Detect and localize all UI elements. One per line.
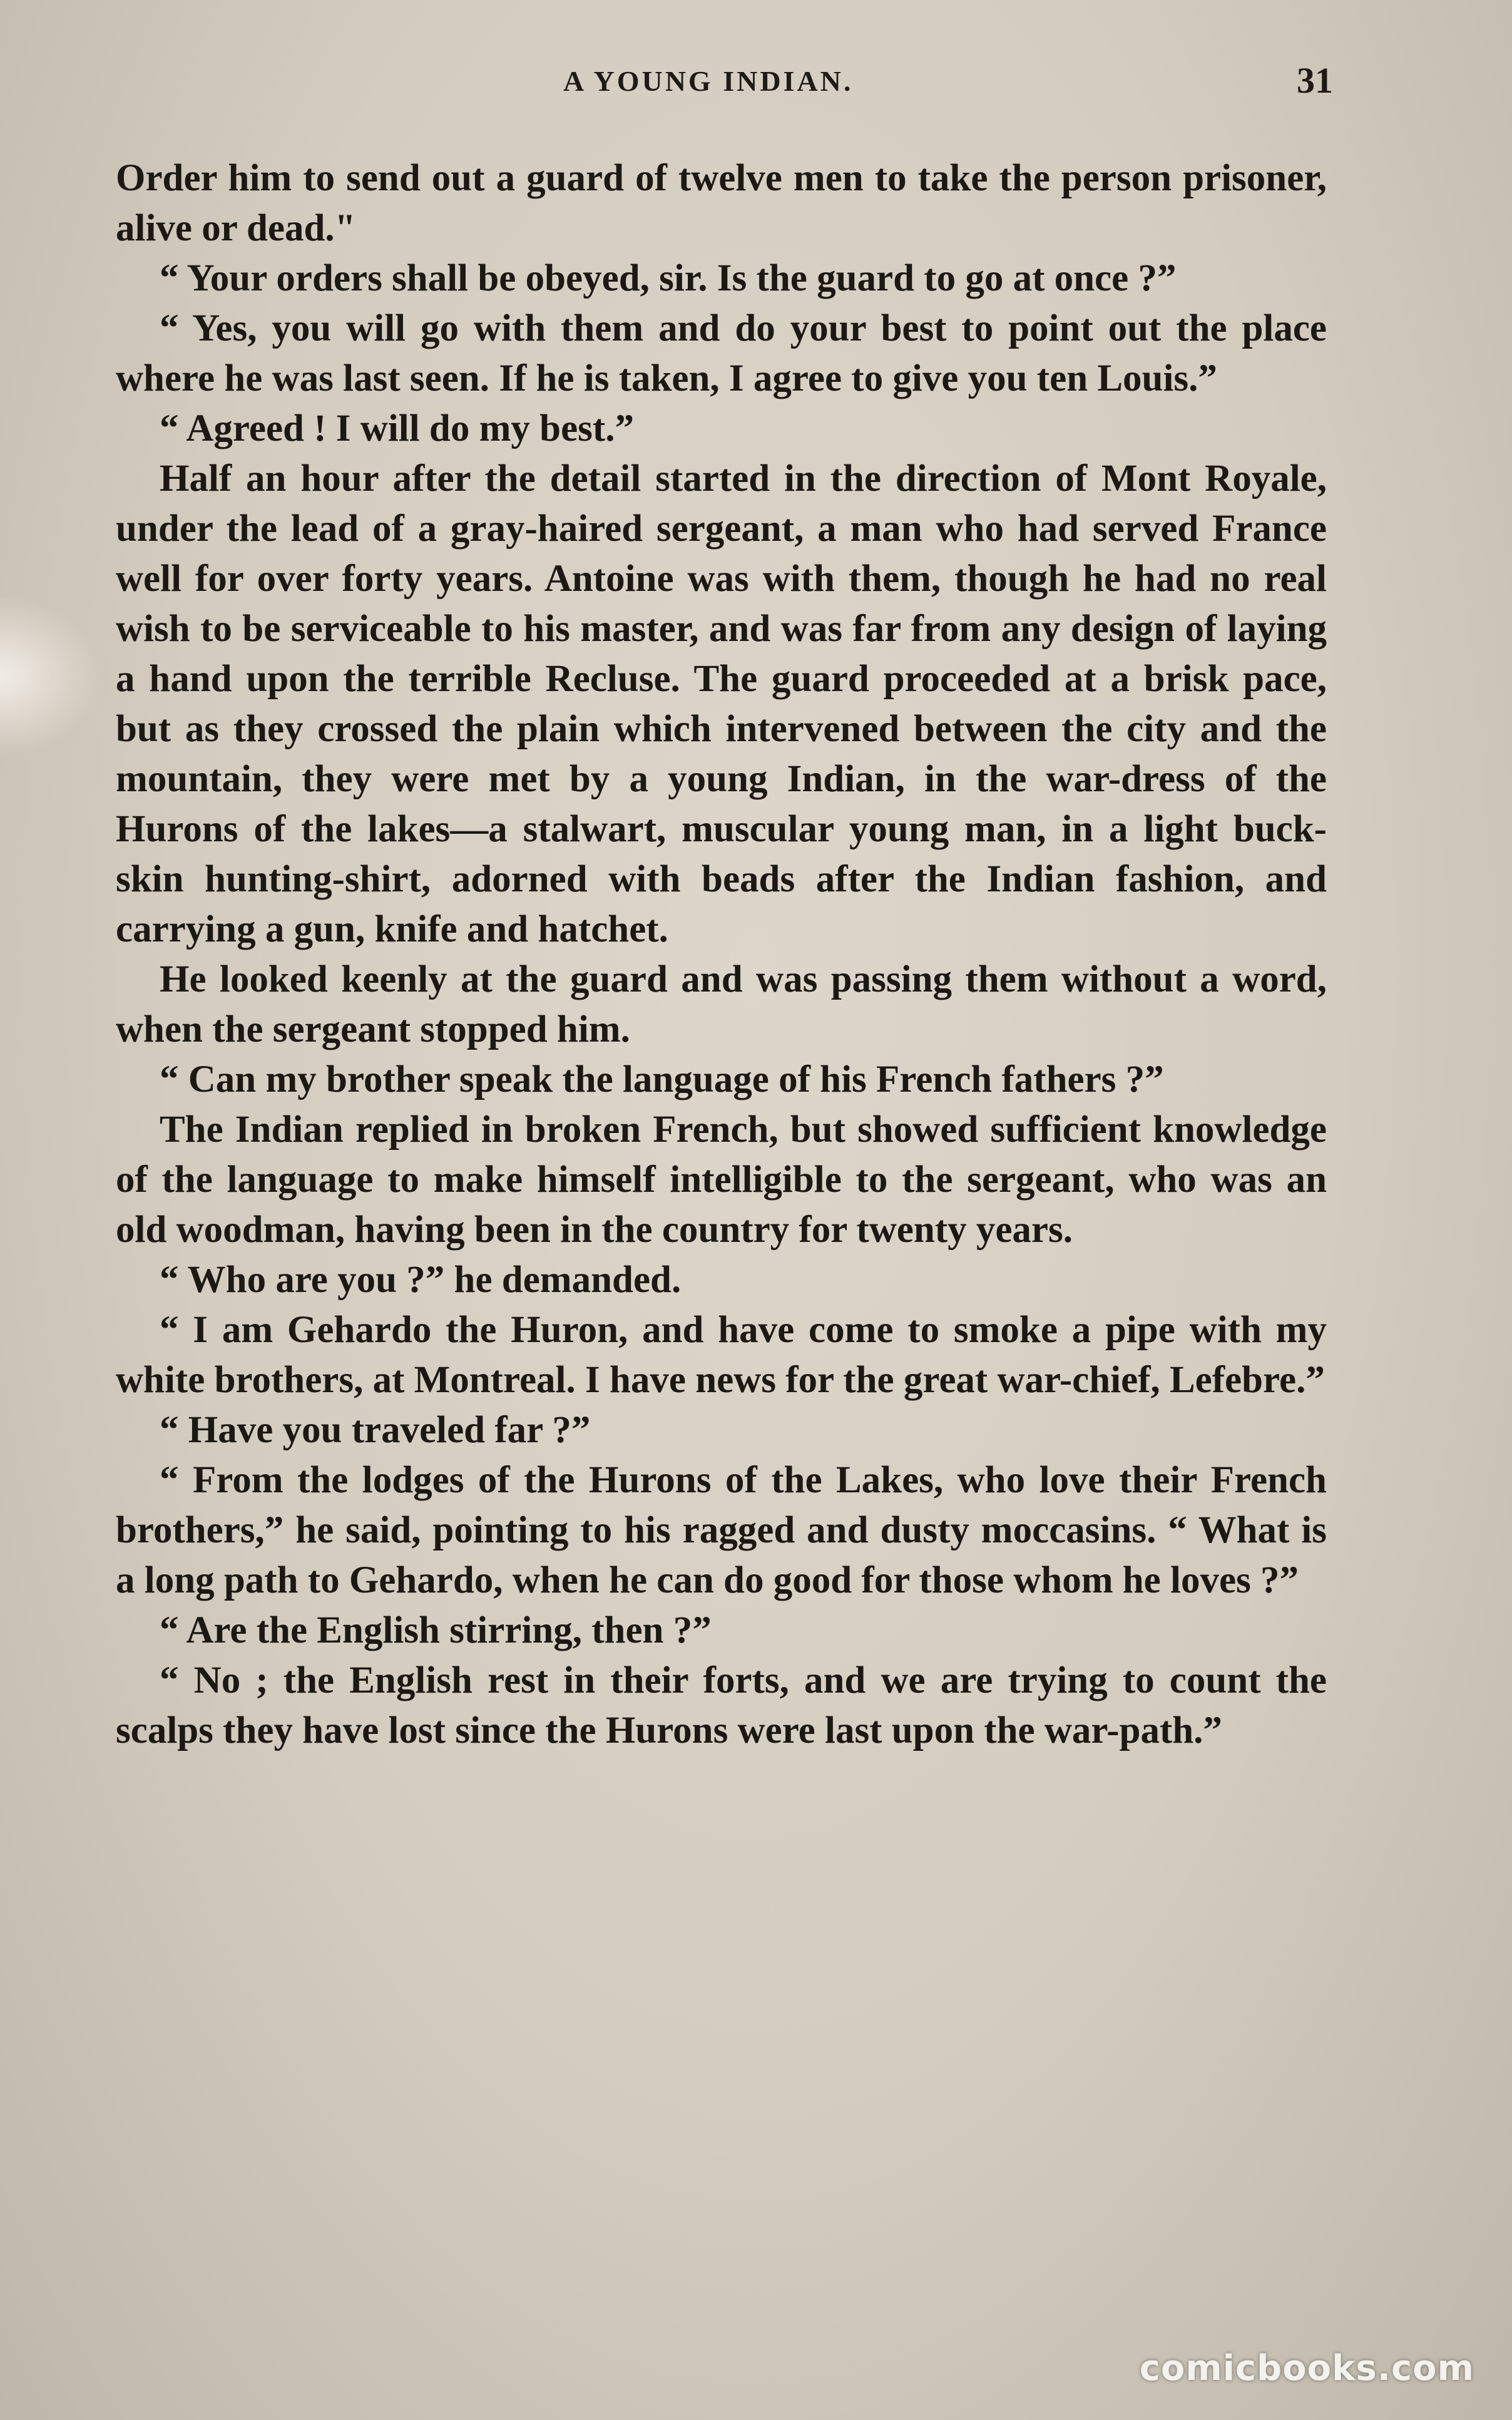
paragraph: “ Who are you ?” he demanded.: [160, 1259, 682, 1301]
paragraph: “ From the lodges of the Hurons of the Lakes, who love their French brothers,” he said, pointing to his ragged and dusty moccasins. “ What is a long path to Gehardo, when he can do good for those whom he loves ?”: [116, 1459, 1327, 1601]
paragraph: “ Your orders shall be obeyed, sir. Is the guard to go at once ?”: [160, 257, 1177, 299]
site-watermark: comicbooks.com: [1139, 2348, 1474, 2389]
paragraph: “ No ; the English rest in their forts, and we are trying to count the scalps they have lost since the Hurons were last upon the war-path.”: [116, 1659, 1327, 1751]
body-text: [116, 153, 1327, 1756]
paragraph: “ Have you traveled far ?”: [160, 1409, 591, 1451]
paragraph: “ Yes, you will go with them and do your best to point out the place where he was last seen. If he is taken, I agree to give you ten Louis.”: [116, 307, 1327, 399]
paragraph: Order him to send out a guard of twelve men to take the person prisoner, alive or dead.": [116, 157, 1327, 249]
paper-stain: [0, 595, 100, 757]
running-head: A YOUNG INDIAN.: [563, 65, 854, 97]
page-number: 31: [1297, 60, 1333, 101]
paragraph: “ Are the English stirring, then ?”: [160, 1609, 712, 1651]
paragraph: Half an hour after the detail started in the direction of Mont Royale, under the lead of a gray-haired sergeant, a man who had served France well for over forty years. Antoine was with them, though he had no real wish to be serviceable to his master, and was far from any design of laying a hand upon the terrible Recluse. The guard proceeded at a brisk pace, but as they crossed the plain which intervened between the city and the mountain, they were met by a young Indian, in the war-dress of the Hurons of the lakes—a stalwart, muscular young man, in a light buck-skin hunting-shirt, adorned with beads after the Indian fashion, and carrying a gun, knife and hatchet.: [116, 458, 1327, 950]
paragraph: “ Agreed ! I will do my best.”: [160, 408, 634, 449]
paragraph: He looked keenly at the guard and was passing them without a word, when the sergeant stopped him.: [116, 958, 1327, 1050]
paragraph: The Indian replied in broken French, but showed sufficient knowledge of the language to make himself intelligible to the sergeant, who was an old woodman, having been in the country for twenty years.: [116, 1109, 1327, 1251]
paragraph: “ Can my brother speak the language of his French fathers ?”: [160, 1059, 1164, 1100]
paragraph: “ I am Gehardo the Huron, and have come to smoke a pipe with my white brothers, at Montreal. I have news for the great war-chief, Lefebre.”: [116, 1309, 1327, 1401]
page-header: [113, 59, 1333, 110]
